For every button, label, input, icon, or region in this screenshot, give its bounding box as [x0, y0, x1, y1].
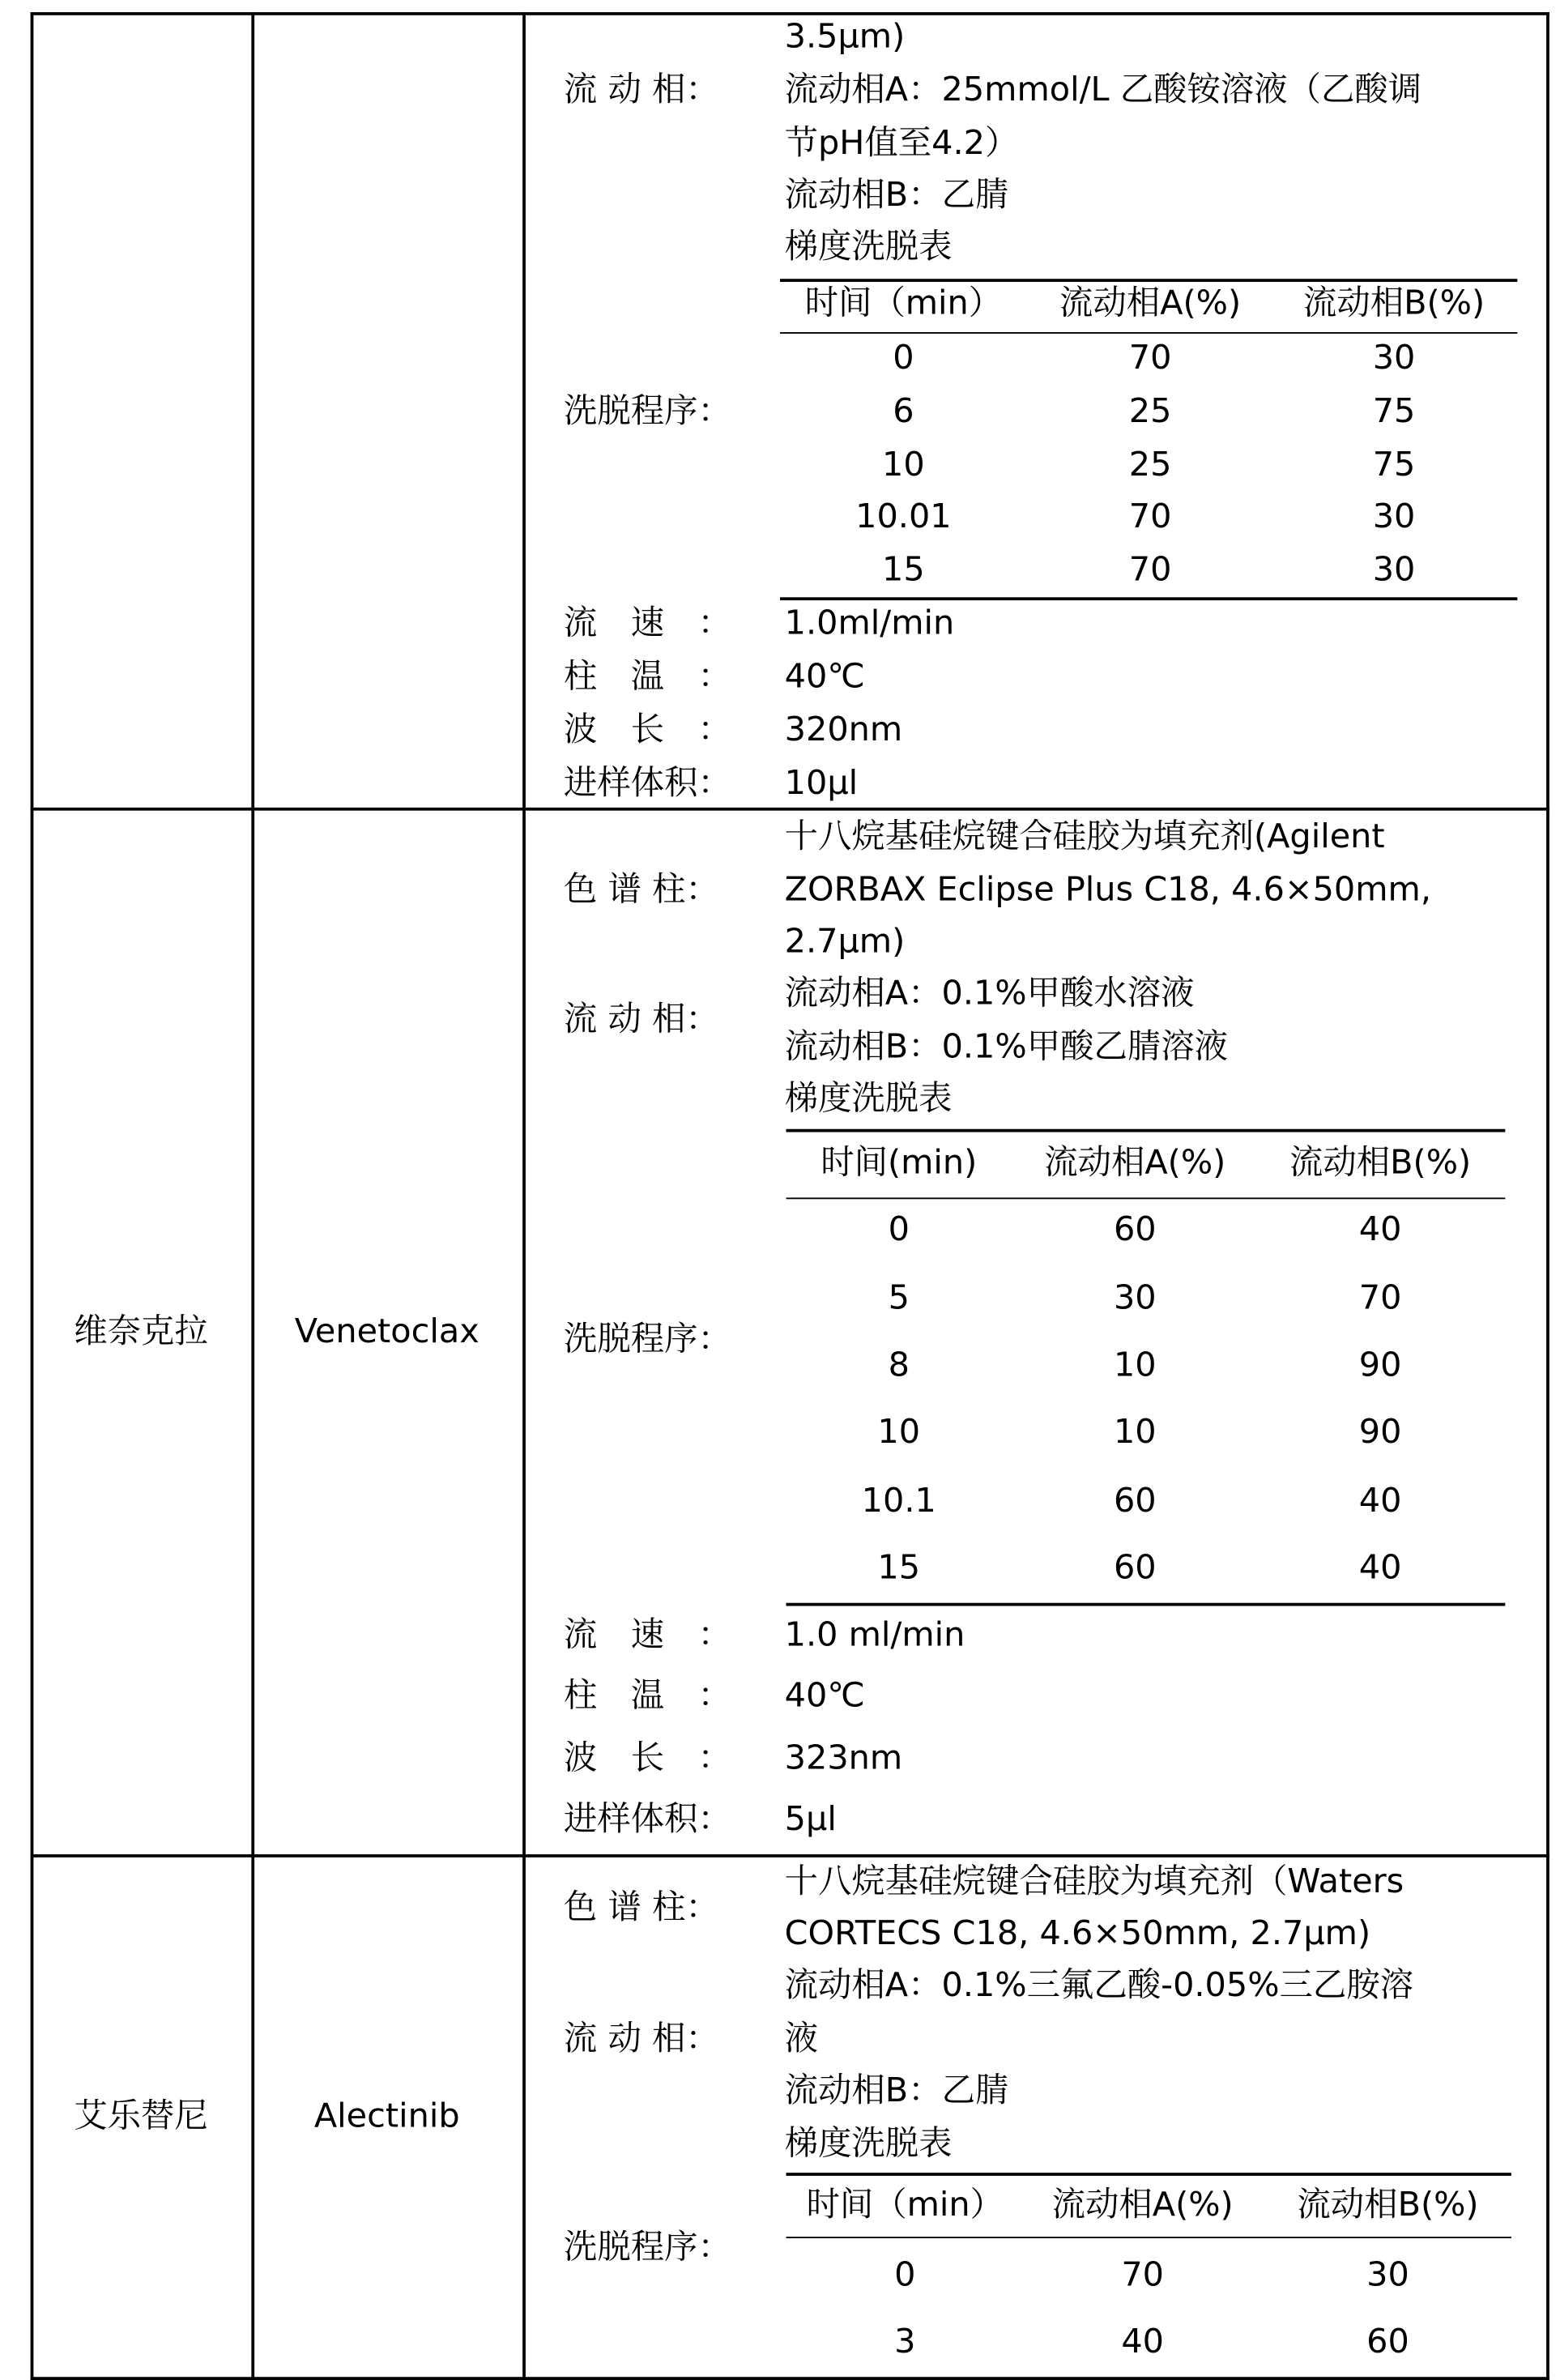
gradient-cell: 60 — [1366, 2318, 1409, 2369]
param-value: 5μl — [785, 1795, 837, 1847]
gradient-cell: 15 — [877, 1543, 920, 1595]
column-divider — [1546, 12, 1549, 2380]
gradient-cell: 10 — [877, 1408, 920, 1460]
gradient-header: 流动相A(%) — [1044, 1138, 1225, 1190]
column-divider — [522, 12, 526, 2380]
gradient-cell: 40 — [1359, 1543, 1402, 1595]
param-label: 流 速 ： — [564, 599, 731, 650]
gradient-table-header-rule — [786, 1197, 1506, 1199]
param-label: 进样体积： — [564, 759, 731, 811]
param-value: 10μl — [785, 759, 858, 811]
mobile-phase-label: 流 动 相： — [564, 66, 719, 117]
column-line: ZORBAX Eclipse Plus C18, 4.6×50mm, — [785, 865, 1431, 917]
gradient-header: 流动相A(%) — [1059, 279, 1241, 331]
param-value: 40℃ — [785, 652, 865, 704]
param-value: 40℃ — [785, 1671, 865, 1723]
gradient-cell: 70 — [1121, 2250, 1164, 2302]
column-label: 色 谱 柱： — [564, 1883, 719, 1935]
param-label: 波 长 ： — [564, 706, 731, 757]
gradient-cell: 70 — [1129, 493, 1172, 544]
gradient-cell: 10 — [1114, 1408, 1157, 1460]
column-line: CORTECS C18, 4.6×50mm, 2.7μm) — [785, 1909, 1370, 1961]
mobile-phase-line: 流动相B：乙腈 — [785, 2067, 1009, 2118]
gradient-title: 梯度洗脱表 — [785, 2119, 953, 2171]
gradient-cell: 30 — [1373, 493, 1416, 544]
gradient-cell: 40 — [1121, 2318, 1164, 2369]
param-label: 柱 温 ： — [564, 1671, 731, 1723]
gradient-cell: 60 — [1114, 1477, 1157, 1529]
gradient-cell: 30 — [1366, 2250, 1409, 2302]
gradient-title: 梯度洗脱表 — [785, 1074, 953, 1126]
mobile-phase-label: 流 动 相： — [564, 2015, 719, 2067]
drug-name-en: Venetoclax — [295, 1307, 480, 1359]
mobile-phase-line: 流动相A：0.1%甲酸水溶液 — [785, 969, 1195, 1021]
mobile-phase-line: 液 — [785, 2015, 818, 2067]
gradient-header: 流动相B(%) — [1303, 279, 1485, 331]
gradient-table-top-rule — [786, 1129, 1506, 1132]
elution-label: 洗脱程序： — [564, 387, 731, 439]
gradient-header: 时间（min） — [805, 279, 1003, 331]
gradient-header: 时间(min) — [820, 1138, 977, 1190]
param-label: 流 速 ： — [564, 1610, 731, 1662]
gradient-cell: 90 — [1359, 1408, 1402, 1460]
gradient-cell: 8 — [889, 1341, 910, 1393]
gradient-header: 流动相A(%) — [1052, 2181, 1234, 2233]
gradient-cell: 10 — [1114, 1341, 1157, 1393]
param-label: 波 长 ： — [564, 1734, 731, 1785]
gradient-cell: 0 — [889, 1205, 910, 1257]
gradient-cell: 40 — [1359, 1205, 1402, 1257]
gradient-cell: 10.1 — [862, 1477, 936, 1529]
mobile-phase-line: 流动相B：0.1%甲酸乙腈溶液 — [785, 1022, 1228, 1074]
gradient-cell: 10 — [882, 441, 925, 493]
column-line: 十八烷基硅烷键合硅胶为填充剂(Agilent — [785, 813, 1385, 864]
param-label: 柱 温 ： — [564, 652, 731, 704]
gradient-cell: 3 — [894, 2318, 915, 2369]
gradient-table-top-rule — [786, 2173, 1511, 2176]
elution-label: 洗脱程序： — [564, 2223, 731, 2275]
mobile-phase-line: 流动相B：乙腈 — [785, 171, 1009, 223]
gradient-cell: 90 — [1359, 1341, 1402, 1393]
gradient-cell: 60 — [1114, 1205, 1157, 1257]
gradient-cell: 0 — [894, 2250, 915, 2302]
gradient-cell: 70 — [1129, 334, 1172, 386]
mobile-phase-line: 流动相A：0.1%三氟乙酸-0.05%三乙胺溶 — [785, 1961, 1413, 2013]
column-divider — [251, 12, 254, 2380]
param-value: 323nm — [785, 1734, 903, 1785]
param-value: 320nm — [785, 706, 903, 757]
gradient-cell: 6 — [893, 387, 914, 439]
gradient-cell: 30 — [1114, 1273, 1157, 1325]
column-line: 十八烷基硅烷键合硅胶为填充剂（Waters — [785, 1858, 1404, 1909]
gradient-title: 梯度洗脱表 — [785, 223, 953, 275]
drug-name-cn: 维奈克拉 — [74, 1307, 208, 1359]
gradient-cell: 5 — [889, 1273, 910, 1325]
gradient-cell: 25 — [1129, 387, 1172, 439]
column-label: 色 谱 柱： — [564, 865, 719, 917]
param-label: 进样体积： — [564, 1795, 731, 1847]
column-line: 3.5μm) — [785, 12, 906, 64]
drug-name-cn: 艾乐替尼 — [74, 2092, 208, 2143]
mobile-phase-line: 流动相A：25mmol/L 乙酸铵溶液（乙酸调 — [785, 66, 1421, 117]
gradient-cell: 25 — [1129, 441, 1172, 493]
gradient-cell: 10.01 — [855, 493, 951, 544]
gradient-table-header-rule — [786, 2237, 1511, 2238]
gradient-cell: 30 — [1373, 334, 1416, 386]
param-value: 1.0ml/min — [785, 599, 955, 650]
elution-label: 洗脱程序： — [564, 1315, 731, 1367]
document-table — [0, 0, 1560, 2380]
drug-name-en: Alectinib — [314, 2092, 460, 2143]
column-divider — [31, 12, 34, 2380]
gradient-cell: 70 — [1359, 1273, 1402, 1325]
gradient-cell: 40 — [1359, 1477, 1402, 1529]
gradient-cell: 75 — [1373, 441, 1416, 493]
gradient-cell: 0 — [893, 334, 914, 386]
gradient-cell: 75 — [1373, 387, 1416, 439]
gradient-header: 时间（min） — [806, 2181, 1004, 2233]
mobile-phase-line: 节pH值至4.2） — [785, 119, 1019, 171]
gradient-table-bottom-rule — [786, 1603, 1506, 1606]
mobile-phase-label: 流 动 相： — [564, 995, 719, 1047]
gradient-header: 流动相B(%) — [1289, 1138, 1471, 1190]
column-line: 2.7μm) — [785, 917, 906, 969]
gradient-cell: 60 — [1114, 1543, 1157, 1595]
gradient-cell: 70 — [1129, 545, 1172, 597]
param-value: 1.0 ml/min — [785, 1610, 965, 1662]
gradient-cell: 30 — [1373, 545, 1416, 597]
row-divider — [31, 2377, 1549, 2380]
gradient-header: 流动相B(%) — [1297, 2181, 1478, 2233]
gradient-cell: 15 — [882, 545, 925, 597]
